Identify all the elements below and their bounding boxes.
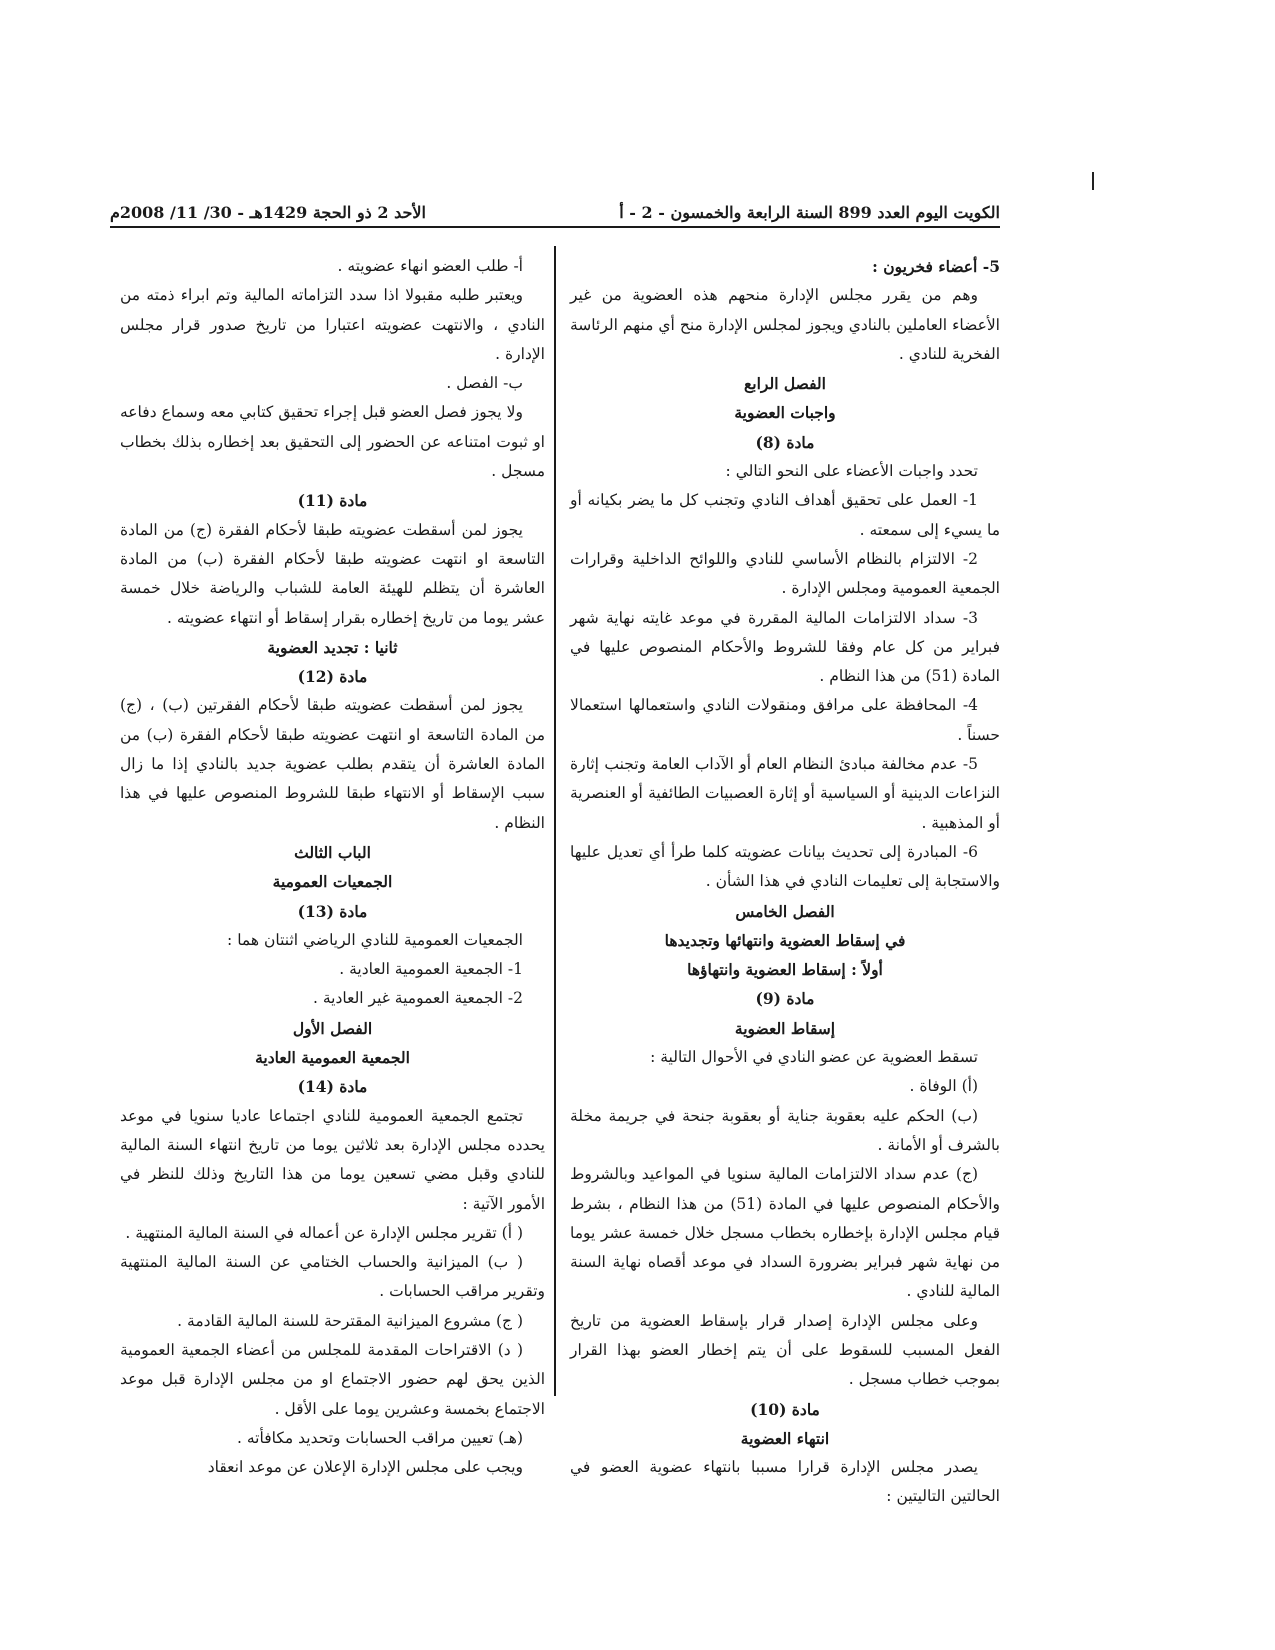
- paragraph: (هـ) تعيين مراقب الحسابات وتحديد مكافأته .: [237, 1428, 523, 1447]
- section-heading: في إسقاط العضوية وانتهائها وتجديدها: [664, 930, 906, 950]
- paragraph: 6- المبادرة إلى تحديث بيانات عضويته كلما طرأ أي تعديل عليها والاستجابة إلى تعليمات النادي في هذا الشأن .: [570, 842, 1000, 891]
- section-heading: واجبات العضوية: [734, 403, 836, 423]
- header-issue-info: الكويت اليوم العدد 899 السنة الرابعة والخمسون - 2 - أ: [619, 203, 1000, 222]
- paragraph: يجوز لمن أسقطت عضويته طبقا لأحكام الفقرة (ج) من المادة التاسعة او انتهت عضويته طبقا لأحكام الفقرة (ب) من المادة العاشرة أن يتظلم للهيئة العامة للشباب والرياضة خلال خمسة عشر يوما من تاريخ إخطاره بقرار إسقاط أو انتهاء عضويته .: [120, 520, 545, 627]
- section-heading: مادة (10): [750, 1399, 820, 1419]
- section-heading: مادة (9): [755, 989, 815, 1009]
- section-heading: انتهاء العضوية: [740, 1428, 830, 1448]
- paragraph: 3- سداد الالتزامات المالية المقررة في موعد غايته نهاية شهر فبراير من كل عام وفقا للشروط والأحكام المنصوص عليها في المادة (51) من هذا النظام .: [570, 608, 1000, 686]
- section-heading: الفصل الأول: [292, 1018, 373, 1038]
- section-heading: الفصل الخامس: [735, 901, 835, 921]
- section-heading: الجمعية العمومية العادية: [255, 1048, 410, 1068]
- header-date: الأحد 2 ذو الحجة 1429هـ - 30/ 11/ 2008م: [110, 203, 426, 222]
- paragraph: 1- الجمعية العمومية العادية .: [339, 960, 523, 979]
- paragraph: ويجب على مجلس الإدارة الإعلان عن موعد انعقاد: [207, 1458, 523, 1477]
- paragraph: ( أ) تقرير مجلس الإدارة عن أعماله في السنة المالية المنتهية .: [125, 1223, 523, 1242]
- paragraph: يجوز لمن أسقطت عضويته طبقا لأحكام الفقرتين (ب) ، (ج) من المادة التاسعة او انتهت عضويته طبقا لأحكام الفقرة (ب) من المادة العاشرة أن يتقدم بطلب عضوية جديد بالنادي إذا ما زال سبب الإسقاط أو الانتهاء طبقا للشروط المنصوص عليها في هذا النظام .: [120, 696, 545, 832]
- paragraph: أ- طلب العضو انهاء عضويته .: [337, 257, 523, 275]
- paragraph: 5- عدم مخالفة مبادئ النظام العام أو الآداب العامة وتجنب إثارة النزاعات الدينية أو السياسية أو إثارة العصبيات الطائفية أو العنصرية أو المذهبية .: [570, 755, 1000, 832]
- margin-mark: [1092, 172, 1094, 190]
- section-heading: مادة (11): [297, 491, 368, 511]
- section-heading: الفصل الرابع: [744, 374, 826, 394]
- paragraph: ( ب) الميزانية والحساب الختامي عن السنة المالية المنتهية وتقرير مراقب الحسابات .: [120, 1253, 545, 1301]
- section-heading: أولاً : إسقاط العضوية وانتهاؤها: [687, 960, 883, 980]
- paragraph: تحدد واجبات الأعضاء على النحو التالي :: [725, 462, 978, 481]
- paragraph: ولا يجوز فصل العضو قبل إجراء تحقيق كتابي معه وسماع دفاعه او ثبوت امتناعه عن الحضور إلى التحقيق بعد إخطاره بذلك بخطاب مسجل .: [120, 403, 545, 481]
- section-heading: مادة (14): [297, 1077, 368, 1097]
- paragraph: 1- العمل على تحقيق أهداف النادي وتجنب كل ما يضر بكيانه أو ما يسيء إلى سمعته .: [570, 491, 1000, 539]
- section-heading: مادة (12): [297, 667, 368, 687]
- paragraph: 4- المحافظة على مرافق ومنقولات النادي واستعمالها استعمالا حسناً .: [570, 696, 1000, 744]
- paragraph: تجتمع الجمعية العمومية للنادي اجتماعا عاديا سنويا في موعد يحدده مجلس الإدارة بعد ثلاثين يوما من تاريخ انتهاء السنة المالية للنادي وقبل مضي تسعين يوما من هذا التاريخ وذلك للنظر في الأمور الآتية :: [120, 1106, 545, 1213]
- paragraph: ( ج) مشروع الميزانية المقترحة للسنة المالية القادمة .: [177, 1311, 523, 1330]
- section-heading: الباب الثالث: [294, 842, 371, 862]
- paragraph: الجمعيات العمومية للنادي الرياضي اثنتان هما :: [227, 930, 523, 949]
- paragraph: 2- الالتزام بالنظام الأساسي للنادي واللوائح الداخلية وقرارات الجمعية العمومية ومجلس الإدارة .: [570, 549, 1000, 598]
- section-heading: ثانيا : تجديد العضوية: [267, 637, 398, 657]
- column-divider: [554, 246, 556, 1396]
- paragraph: يصدر مجلس الإدارة قرارا مسببا بانتهاء عضوية العضو في الحالتين التاليتين :: [570, 1458, 1000, 1506]
- left-column: [120, 252, 545, 1482]
- page-header: [110, 190, 1000, 228]
- paragraph: (ب) الحكم عليه بعقوبة جناية أو بعقوبة جنحة في جريمة مخلة بالشرف أو الأمانة .: [570, 1106, 1000, 1154]
- paragraph: (أ) الوفاة .: [909, 1077, 978, 1096]
- paragraph: تسقط العضوية عن عضو النادي في الأحوال التالية :: [650, 1048, 978, 1067]
- paragraph: وعلى مجلس الإدارة إصدار قرار بإسقاط العضوية من تاريخ الفعل المسبب للسقوط على أن يتم إخطار العضو بهذا القرار بموجب خطاب مسجل .: [570, 1311, 1000, 1389]
- section-heading: مادة (8): [755, 432, 815, 452]
- paragraph: ( د) الاقتراحات المقدمة للمجلس من أعضاء الجمعية العمومية الذين يحق لهم حضور الاجتماع او من مجلس الإدارة قبل موعد الاجتماع بخمسة وعشرين يوما على الأقل .: [120, 1340, 545, 1418]
- paragraph: (ج) عدم سداد الالتزامات المالية سنويا في المواعيد وبالشروط والأحكام المنصوص عليها في المادة (51) من هذا النظام ، بشرط قيام مجلس الإدارة بإخطاره بخطاب مسجل خلال خمسة عشر يوما من نهاية شهر فبراير بضرورة السداد في موعد أقصاه نهاية السنة المالية للنادي .: [570, 1165, 1000, 1301]
- paragraph: 2- الجمعية العمومية غير العادية .: [313, 989, 523, 1008]
- section-heading: مادة (13): [297, 901, 368, 921]
- section-heading: إسقاط العضوية: [734, 1018, 836, 1038]
- paragraph: ويعتبر طلبه مقبولا اذا سدد التزاماته المالية وتم ابراء ذمته من النادي ، والانتهت عضويته اعتبارا من تاريخ صدور قرار مجلس الإدارة .: [120, 286, 545, 363]
- paragraph: 5- أعضاء فخريون :: [872, 257, 1000, 276]
- paragraph: ب- الفصل .: [446, 374, 523, 393]
- paragraph: وهم من يقرر مجلس الإدارة منحهم هذه العضوية من غير الأعضاء العاملين بالنادي ويجوز لمجلس الإدارة منح أي منهم الرئاسة الفخرية للنادي .: [570, 286, 1000, 363]
- right-column: [570, 252, 1000, 1512]
- section-heading: الجمعيات العمومية: [272, 872, 393, 892]
